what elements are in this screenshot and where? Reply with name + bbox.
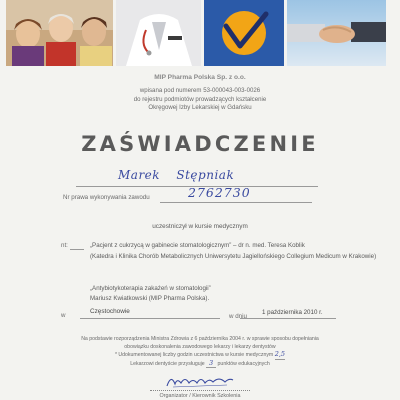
recipient-name: Marek Stępniak [118, 168, 235, 182]
license-number: 2762730 [188, 185, 251, 200]
photo-banner [6, 0, 386, 66]
place-underline [80, 318, 220, 319]
banner-photo-handshake [287, 0, 386, 66]
signature-line [150, 390, 250, 391]
banner-photo-doctor [116, 0, 201, 66]
place-label: w [61, 312, 66, 319]
course-2: „Antybiotykoterapia zakażeń w stomatologii” Mariusz Kwiatkowski (MIP Pharma Polska). [90, 285, 211, 302]
issuer-name: MIP Pharma Polska Sp. z o.o. [154, 74, 246, 81]
course-place: Częstochowie [90, 308, 130, 315]
nt-underline [70, 249, 84, 250]
organizer-signature [163, 372, 237, 395]
course-date: 1 października 2010 r. [262, 309, 323, 316]
registration-info: wpisana pod numerem 53-000043-003-0026 do rejestru podmiotów prowadzących kształcenie Okręgowej Izby Lekarskiej w Gdańsku [133, 87, 267, 112]
date-underline [240, 318, 336, 319]
banner-logo [204, 0, 283, 66]
license-underline [160, 202, 312, 203]
participation-statement: uczestniczył w kursie medycznym [152, 223, 248, 230]
banner-photo-family [6, 0, 113, 66]
license-label: Nr prawa wykonywania zawodu [63, 194, 150, 201]
points-value: 3 [206, 360, 216, 369]
document-title: ZAŚWIADCZENIE [81, 132, 319, 156]
course-1: „Pacjent z cukrzycą w gabinecie stomatologicznym” – dr n. med. Teresa Koblik (Katedra i Klinika Chorób Metabolicznych Uniwersytetu Jagiellońskiego Collegium Medicum w Krakowie) [90, 242, 377, 260]
legal-footer: Na podstawie rozporządzenia Ministra Zdrowia z 6 października 2004 r. w sprawie sposobu dopełniania obowiązku doskonalenia zawodowego lekarzy i lekarzy dentystów * Udokumentowanej liczby godzin uczestnictwa w kursie medycznym 2,5 Lekarzowi dentyście przysługuje 3 punktów edukacyjnych [81, 336, 319, 367]
nt-label: nt: [61, 242, 68, 249]
organizer-label: Organizator / Kierownik Szkolenia [159, 393, 241, 399]
date-label: w dniu [229, 313, 247, 320]
hours-value: 2,5 [274, 350, 286, 358]
